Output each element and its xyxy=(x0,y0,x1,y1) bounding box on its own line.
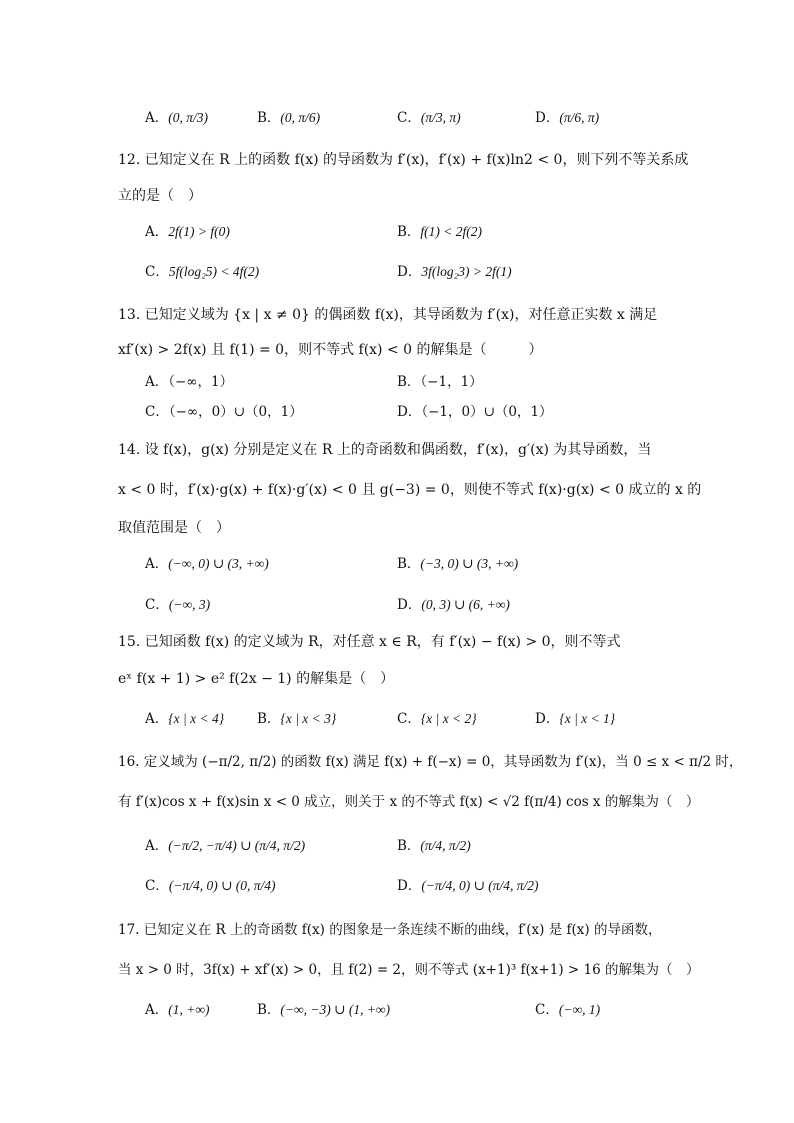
q14-option-b: B．(−3, 0) ∪ (3, +∞) xyxy=(397,556,519,572)
q16-stem-line2: 有 f′(x)cos x + f(x)sin x < 0 成立，则关于 x 的不等式 f(x) < √2 f(π/4) cos x 的解集为（ ） xyxy=(118,794,700,810)
q14-option-d: D．(0, 3) ∪ (6, +∞) xyxy=(397,597,510,613)
q15-option-a: A．{x | x < 4} xyxy=(145,711,225,727)
q15-option-d: D．{x | x < 1} xyxy=(535,711,616,727)
q13-stem-line2: xf′(x) > 2f(x) 且 f(1) = 0，则不等式 f(x) < 0 的解集是（ ） xyxy=(118,342,543,358)
q14-option-a: A．(−∞, 0) ∪ (3, +∞) xyxy=(145,556,269,572)
q11-option-a: A．(0, π/3) xyxy=(145,110,209,126)
q13-option-c: C．（−∞，0）∪（0，1） xyxy=(145,404,303,420)
q11-option-b: B．(0, π/6) xyxy=(257,110,321,126)
q15-stem-line1: 15. 已知函数 f(x) 的定义域为 R，对任意 x ∈ R，有 f′(x) − f(x) > 0，则不等式 xyxy=(118,634,621,650)
q15-option-c: C．{x | x < 2} xyxy=(397,711,477,727)
q14-stem-line1: 14. 设 f(x)，g(x) 分别是定义在 R 上的奇函数和偶函数，f′(x)，g′(x) 为其导函数，当 xyxy=(118,442,652,458)
q12-option-b: B．f(1) < 2f(2) xyxy=(397,224,483,240)
q16-option-b: B．(π/4, π/2) xyxy=(397,838,471,854)
q13-option-b: B．（−1，1） xyxy=(397,374,483,390)
q17-stem-line1: 17. 已知定义在 R 上的奇函数 f(x) 的图象是一条连续不断的曲线，f′(x) 是 f(x) 的导函数， xyxy=(118,922,662,938)
q12-stem-line2: 立的是（ ） xyxy=(118,188,202,204)
q12-stem-line1: 12. 已知定义在 R 上的函数 f(x) 的导函数为 f′(x)，f′(x) + f(x)ln2 < 0，则下列不等关系成 xyxy=(118,152,689,168)
q13-option-d: D．（−1，0）∪（0，1） xyxy=(397,404,553,420)
q14-stem-line3: 取值范围是（ ） xyxy=(118,520,230,536)
q17-option-b: B．(−∞, −3) ∪ (1, +∞) xyxy=(257,1002,391,1018)
q12-option-a: A．2f(1) > f(0) xyxy=(145,224,230,240)
q17-stem-line2: 当 x > 0 时，3f(x) + xf′(x) > 0，且 f(2) = 2，则不等式 (x+1)³ f(x+1) > 16 的解集为（ ） xyxy=(118,962,700,978)
q14-option-c: C．(−∞, 3) xyxy=(145,597,211,613)
q16-option-a: A．(−π/2, −π/4) ∪ (π/4, π/2) xyxy=(145,838,306,854)
q12-option-d: D．3f(log₂3) > 2f(1) xyxy=(397,264,512,280)
q15-option-b: B．{x | x < 3} xyxy=(257,711,337,727)
q16-stem-line1: 16. 定义域为 (−π/2, π/2) 的函数 f(x) 满足 f(x) + f(−x) = 0，其导函数为 f′(x)，当 0 ≤ x < π/2 时， xyxy=(118,754,743,770)
q17-option-c: C．(−∞, 1) xyxy=(535,1002,601,1018)
q11-option-c: C．(π/3, π) xyxy=(397,110,461,126)
q15-stem-line2: eˣ f(x + 1) > e² f(2x − 1) 的解集是（ ） xyxy=(118,671,395,687)
q16-option-c: C．(−π/4, 0) ∪ (0, π/4) xyxy=(145,878,276,894)
q11-option-d: D．(π/6, π) xyxy=(535,110,600,126)
q13-stem-line1: 13. 已知定义域为 {x | x ≠ 0} 的偶函数 f(x)，其导函数为 f′(x)，对任意正实数 x 满足 xyxy=(118,307,658,323)
q13-option-a: A．（−∞，1） xyxy=(145,374,234,390)
q17-option-a: A．(1, +∞) xyxy=(145,1002,210,1018)
q12-option-c: C．5f(log₂5) < 4f(2) xyxy=(145,264,260,280)
q16-option-d: D．(−π/4, 0) ∪ (π/4, π/2) xyxy=(397,878,539,894)
q14-stem-line2: x < 0 时，f′(x)·g(x) + f(x)·g′(x) < 0 且 g(−3) = 0，则使不等式 f(x)·g(x) < 0 成立的 x 的 xyxy=(118,482,702,498)
